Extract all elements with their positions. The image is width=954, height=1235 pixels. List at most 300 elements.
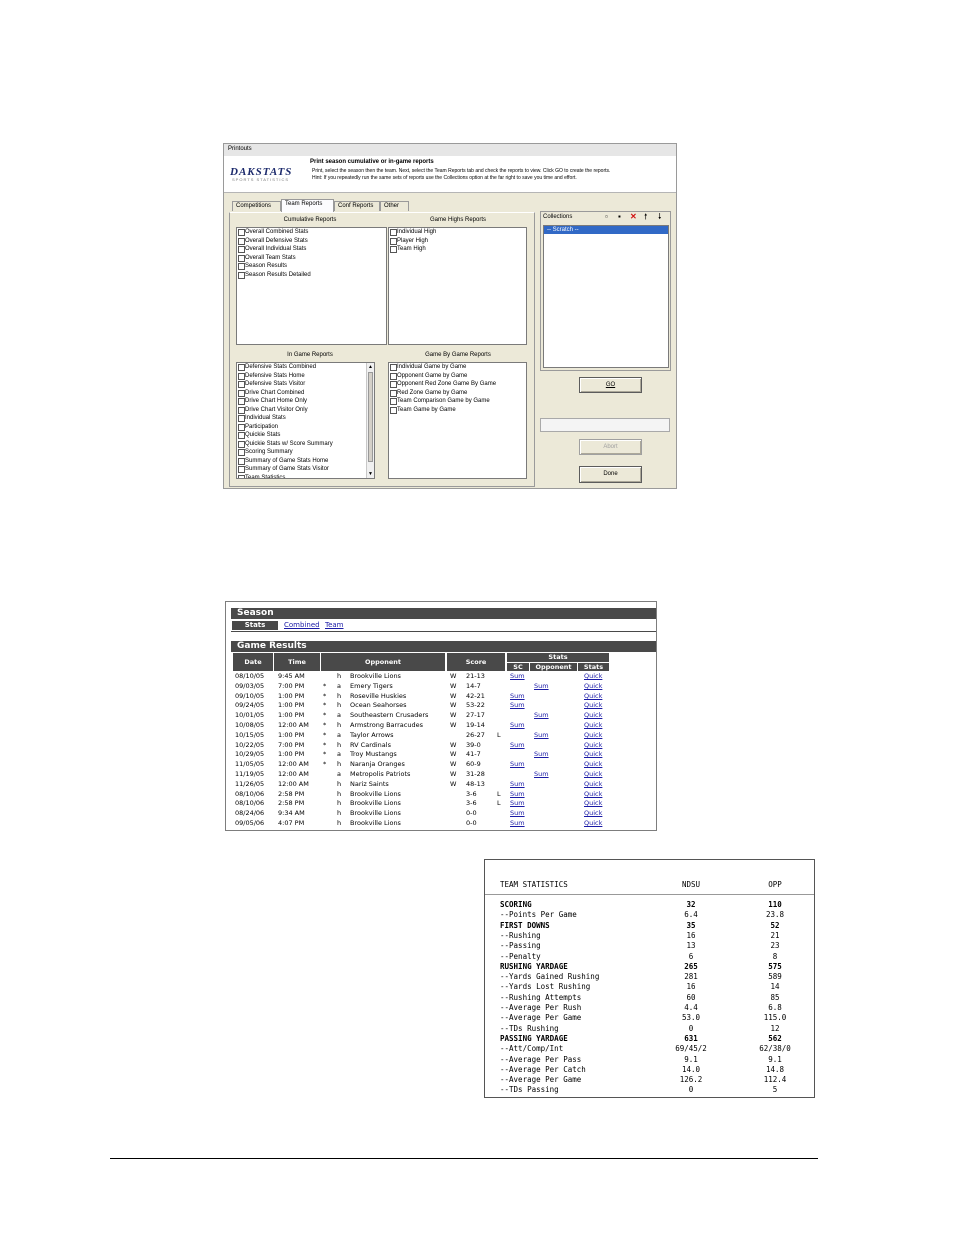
col-score: Score — [447, 653, 505, 671]
stat-ndsu-value: 35 — [686, 920, 696, 930]
progress-bar — [540, 418, 670, 432]
opponent-sum-link[interactable]: Sum — [534, 681, 549, 690]
game-time: 12:00 AM — [278, 779, 309, 788]
stat-label: SCORING — [500, 900, 532, 909]
game-score: 14-7 — [466, 681, 481, 690]
team-stat-row — [485, 910, 814, 920]
team-stat-row — [485, 993, 814, 1003]
team-stats-title: TEAM STATISTICS — [500, 880, 568, 889]
home-away: h — [337, 740, 342, 749]
stat-ndsu-value: 14.0 — [681, 1064, 701, 1074]
stat-label: --Penalty — [500, 951, 541, 961]
conference-mark: * — [323, 740, 327, 749]
home-away: h — [337, 721, 342, 729]
opponent-name: Metropolis Patriots — [350, 770, 411, 778]
team-stat-row — [485, 952, 814, 962]
sc-sum-link[interactable]: Sum — [510, 721, 525, 729]
collections-list[interactable] — [543, 225, 669, 368]
team-stat-row — [485, 900, 814, 910]
win-loss: W — [450, 740, 457, 749]
home-away: a — [337, 711, 341, 720]
stat-opp-value: 6.8 — [768, 1003, 782, 1012]
report-checkbox[interactable]: Overall Individual Stats — [237, 245, 386, 254]
game-time: 9:34 AM — [278, 809, 305, 818]
stat-opp-value: 562 — [768, 1033, 782, 1043]
stats-tab: Stats — [232, 621, 278, 630]
loss-mark: L — [497, 730, 501, 739]
game-score: 0-0 — [466, 809, 477, 818]
collections-label: Collections — [543, 214, 573, 220]
opponent-name: Brookville Lions — [350, 819, 401, 827]
stat-label: --Rushing — [500, 930, 541, 940]
tab-other[interactable]: Other — [380, 201, 409, 211]
game-date: 10/15/05 — [235, 730, 265, 739]
team-stat-row — [485, 941, 814, 951]
stat-opp-value: 23.8 — [765, 910, 785, 920]
team-reports-panel — [229, 212, 535, 487]
win-loss: W — [450, 779, 457, 788]
game-time: 1:00 PM — [278, 691, 305, 700]
game-highs-list[interactable] — [388, 227, 527, 345]
team-stat-row — [485, 962, 814, 972]
report-checkbox[interactable]: Team Comparison Game by Game — [389, 397, 526, 406]
quick-link[interactable]: Quick — [584, 789, 603, 798]
game-score: 0-0 — [466, 819, 477, 827]
report-checkbox[interactable]: Summary of Game Stats Home — [237, 457, 374, 466]
save-icon[interactable]: ▪ — [618, 212, 621, 221]
home-away: h — [337, 672, 342, 680]
dialog-heading: Print season cumulative or in-game reports — [310, 159, 434, 165]
opponent-name: Brookville Lions — [350, 799, 401, 808]
game-date: 09/24/05 — [235, 701, 265, 710]
win-loss: W — [450, 750, 457, 759]
stat-opp-value: 12 — [770, 1023, 780, 1033]
scroll-up-icon[interactable]: ▲ — [368, 364, 373, 370]
report-checkbox[interactable]: Quickie Stats w/ Score Summary — [237, 440, 374, 449]
team-col-opp: OPP — [768, 880, 782, 889]
game-date: 10/22/05 — [235, 740, 265, 749]
season-results-page — [225, 601, 657, 831]
hint-line: Hint: If you repeatedly run the same sets of reports use the Collections option at the far right to save you time and effort. — [312, 175, 577, 181]
home-away: a — [337, 750, 341, 759]
game-time: 1:00 PM — [278, 711, 305, 720]
win-loss: W — [450, 721, 457, 729]
sc-sum-link[interactable]: Sum — [510, 701, 525, 710]
team-statistics-report — [484, 859, 815, 1098]
stat-ndsu-value: 69/45/2 — [675, 1044, 707, 1054]
stat-label: --TDs Passing — [500, 1085, 559, 1095]
report-checkbox[interactable]: Overall Defensive Stats — [237, 237, 386, 246]
sc-sum-link[interactable]: Sum — [510, 672, 525, 680]
win-loss: W — [450, 681, 457, 690]
stat-opp-value: 23 — [770, 941, 780, 951]
stat-opp-value: 14.8 — [765, 1064, 785, 1074]
opponent-sum-link[interactable]: Sum — [534, 711, 549, 720]
report-checkbox[interactable]: Overall Team Stats — [237, 254, 386, 263]
stat-ndsu-value: 60 — [686, 992, 696, 1002]
opponent-name: Southeastern Crusaders — [350, 711, 429, 720]
move-up-icon[interactable]: 🠕 — [644, 212, 648, 221]
stat-ndsu-value: 16 — [686, 930, 696, 940]
stat-label: --Att/Comp/Int — [500, 1044, 564, 1054]
quick-link[interactable]: Quick — [584, 701, 603, 710]
home-away: h — [337, 819, 342, 827]
game-score: 31-28 — [466, 770, 485, 778]
game-time: 12:00 AM — [278, 760, 309, 769]
gbg-reports-list[interactable] — [388, 362, 527, 479]
report-checkbox[interactable]: Individual Game by Game — [389, 363, 526, 372]
collections-group — [540, 211, 671, 371]
stat-opp-value: 575 — [768, 961, 782, 971]
report-checkbox[interactable]: Overall Combined Stats — [237, 228, 386, 237]
scroll-down-icon[interactable]: ▼ — [368, 471, 373, 477]
game-score: 41-7 — [466, 750, 481, 759]
opponent-name: Nariz Saints — [350, 779, 389, 788]
tab-conf-reports[interactable]: Conf Reports — [334, 201, 380, 211]
dialog-title: Printouts — [228, 146, 252, 152]
conference-mark: * — [323, 760, 327, 769]
home-away: h — [337, 760, 342, 769]
report-checkbox[interactable]: Defensive Stats Visitor — [237, 380, 374, 389]
conference-mark: * — [323, 711, 327, 720]
team-stats-header — [485, 880, 814, 890]
opponent-sum-link[interactable]: Sum — [534, 730, 549, 739]
in-game-reports-title: In Game Reports — [287, 352, 333, 358]
report-checkbox[interactable]: Individual High — [389, 228, 526, 237]
stat-label: --Yards Lost Rushing — [500, 982, 591, 992]
loss-mark: L — [497, 789, 501, 798]
game-score: 42-21 — [466, 691, 485, 700]
gbg-reports-title: Game By Game Reports — [425, 352, 491, 358]
report-checkbox[interactable]: Scoring Summary — [237, 448, 374, 457]
report-checkbox[interactable]: Drive Chart Combined — [237, 389, 374, 398]
stat-label: --Points Per Game — [500, 910, 577, 920]
opponent-name: Ocean Seahorses — [350, 701, 407, 710]
stat-ndsu-value: 6.4 — [684, 910, 698, 920]
opponent-sum-link[interactable]: Sum — [534, 750, 549, 759]
stat-opp-value: 5 — [772, 1085, 778, 1095]
stat-opp-value: 110 — [768, 900, 782, 909]
home-away: a — [337, 730, 341, 739]
conference-mark: * — [323, 750, 327, 759]
logo-text: DAKSTATS — [230, 166, 293, 178]
tab-competitions[interactable]: Competitions — [232, 201, 281, 211]
stat-opp-value: 62/38/0 — [759, 1044, 791, 1054]
stat-label: --Average Per Pass — [500, 1054, 582, 1064]
in-game-scrollbar[interactable] — [366, 363, 374, 478]
game-time: 1:00 PM — [278, 701, 305, 710]
opponent-name: Armstrong Barracudes — [350, 721, 423, 729]
report-checkbox[interactable]: Opponent Game by Game — [389, 372, 526, 381]
quick-link[interactable]: Quick — [584, 750, 603, 759]
conference-mark: * — [323, 681, 327, 690]
team-stat-row — [485, 982, 814, 992]
stat-ndsu-value: 13 — [686, 941, 696, 951]
game-date: 08/24/06 — [235, 809, 265, 818]
opponent-name: Brookville Lions — [350, 789, 401, 798]
game-date: 09/10/05 — [235, 691, 265, 700]
game-date: 11/26/05 — [235, 779, 265, 788]
team-link[interactable]: Team — [325, 621, 344, 629]
opponent-name: Brookville Lions — [350, 672, 401, 680]
quick-link[interactable]: Quick — [584, 799, 603, 808]
stat-ndsu-value: 6 — [688, 951, 694, 961]
stat-opp-value: 112.4 — [763, 1075, 787, 1085]
team-stat-row — [485, 1003, 814, 1013]
opponent-name: RV Cardinals — [350, 740, 391, 749]
in-game-reports-list[interactable] — [236, 362, 375, 479]
game-date: 08/10/05 — [235, 672, 265, 680]
stat-ndsu-value: 265 — [684, 961, 698, 971]
opponent-name: Emery Tigers — [350, 681, 393, 690]
sc-sum-link[interactable]: Sum — [510, 740, 525, 749]
report-checkbox[interactable]: Season Results Detailed — [237, 271, 386, 280]
game-time: 1:00 PM — [278, 730, 305, 739]
quick-link[interactable]: Quick — [584, 770, 603, 778]
game-date: 10/01/05 — [235, 711, 265, 720]
home-away: h — [337, 779, 342, 788]
sc-sum-link[interactable]: Sum — [510, 789, 525, 798]
home-away: a — [337, 681, 341, 690]
opponent-name: Naranja Oranges — [350, 760, 405, 769]
col-opponent: Opponent — [321, 653, 445, 671]
win-loss: W — [450, 760, 457, 769]
game-time: 12:00 AM — [278, 721, 309, 729]
delete-icon[interactable]: ✕ — [630, 212, 637, 221]
team-stat-row — [485, 1075, 814, 1085]
col-date: Date — [233, 653, 273, 671]
report-checkbox[interactable]: Individual Stats — [237, 414, 374, 423]
stat-label: --Average Per Game — [500, 1013, 582, 1023]
game-score: 60-9 — [466, 760, 481, 769]
stat-opp-value: 52 — [770, 920, 780, 930]
cumulative-reports-list[interactable] — [236, 227, 387, 345]
team-stat-row — [485, 1013, 814, 1023]
team-stat-row — [485, 972, 814, 982]
stat-label: --Passing — [500, 941, 541, 951]
game-time: 4:07 PM — [278, 819, 305, 827]
cumulative-reports-title: Cumulative Reports — [283, 217, 337, 223]
stat-ndsu-value: 0 — [688, 1023, 694, 1033]
quick-link[interactable]: Quick — [584, 760, 603, 769]
team-col-ndsu: NDSU — [681, 880, 701, 889]
stat-ndsu-value: 4.4 — [684, 1003, 698, 1012]
stat-opp-value: 115.0 — [763, 1013, 787, 1023]
opponent-name: Roseville Huskies — [350, 691, 407, 700]
stat-label: --TDs Rushing — [500, 1023, 559, 1033]
scroll-thumb[interactable] — [368, 372, 373, 462]
home-away: h — [337, 809, 342, 818]
home-away: h — [337, 799, 342, 808]
quick-link[interactable]: Quick — [584, 819, 603, 827]
collection-item-scratch[interactable]: -- Scratch -- — [544, 226, 668, 234]
team-stat-row — [485, 1044, 814, 1054]
report-checkbox[interactable]: Defensive Stats Combined — [237, 363, 374, 372]
conference-mark: * — [323, 691, 327, 700]
game-time: 1:00 PM — [278, 750, 305, 759]
stat-label: PASSING YARDAGE — [500, 1033, 568, 1043]
divider — [231, 631, 656, 632]
stat-label: FIRST DOWNS — [500, 920, 550, 930]
team-stats-divider — [485, 894, 814, 895]
report-checkbox[interactable]: Red Zone Game by Game — [389, 389, 526, 398]
quick-link[interactable]: Quick — [584, 730, 603, 739]
win-loss: W — [450, 711, 457, 720]
move-down-icon[interactable]: 🠗 — [658, 212, 662, 221]
done-button[interactable]: Done — [579, 466, 642, 483]
dialog-header — [224, 156, 676, 193]
col-opponent-stats: Opponent — [530, 663, 577, 671]
stat-opp-value: 21 — [770, 930, 780, 940]
game-time: 7:00 PM — [278, 681, 305, 690]
stat-label: --Yards Gained Rushing — [500, 972, 600, 982]
report-checkbox[interactable]: Team High — [389, 245, 526, 254]
game-results-bar: Game Results — [231, 641, 656, 652]
sc-sum-link[interactable]: Sum — [510, 799, 525, 808]
report-checkbox[interactable]: Season Results — [237, 262, 386, 271]
sc-sum-link[interactable]: Sum — [510, 760, 525, 769]
stat-label: RUSHING YARDAGE — [500, 961, 568, 971]
home-away: h — [337, 701, 342, 710]
conference-mark: * — [323, 701, 327, 710]
home-away: h — [337, 691, 342, 700]
instruction-line: Print, select the season then the team. Next, select the Team Reports tab and check the reports to view. Click GO to create the reports. — [312, 168, 611, 174]
new-collection-icon[interactable]: ▫ — [605, 212, 608, 221]
conference-mark: * — [323, 721, 327, 729]
stat-opp-value: 85 — [770, 992, 780, 1002]
report-checkbox[interactable]: Defensive Stats Home — [237, 372, 374, 381]
go-button[interactable]: GO — [579, 377, 642, 393]
quick-link[interactable]: Quick — [584, 672, 603, 680]
home-away: a — [337, 770, 341, 778]
team-stat-row — [485, 1085, 814, 1095]
game-time: 12:00 AM — [278, 770, 309, 778]
team-stat-row — [485, 921, 814, 931]
sc-sum-link[interactable]: Sum — [510, 779, 525, 788]
report-checkbox[interactable]: Drive Chart Visitor Only — [237, 406, 374, 415]
sc-sum-link[interactable]: Sum — [510, 809, 525, 818]
report-checkbox[interactable]: Participation — [237, 423, 374, 432]
opponent-name: Brookville Lions — [350, 809, 401, 818]
logo-subtext: SPORTS STATISTICS — [232, 177, 290, 182]
game-date: 10/08/05 — [235, 721, 265, 729]
quick-link[interactable]: Quick — [584, 681, 603, 690]
game-date: 09/03/05 — [235, 681, 265, 690]
combined-link[interactable]: Combined — [284, 621, 320, 629]
game-score: 26-27 — [466, 730, 485, 739]
report-checkbox[interactable]: Player High — [389, 237, 526, 246]
win-loss: W — [450, 691, 457, 700]
game-score: 39-0 — [466, 740, 481, 749]
sc-sum-link[interactable]: Sum — [510, 819, 525, 827]
col-stats: Stats — [507, 653, 609, 662]
dakstats-logo — [230, 166, 300, 182]
stat-ndsu-value: 631 — [684, 1033, 698, 1043]
stat-ndsu-value: 32 — [686, 900, 696, 909]
col-time: Time — [274, 653, 320, 671]
game-time: 7:00 PM — [278, 740, 305, 749]
report-checkbox[interactable]: Drive Chart Home Only — [237, 397, 374, 406]
game-date: 10/29/05 — [235, 750, 265, 759]
stat-label: --Average Per Rush — [500, 1003, 582, 1012]
team-stat-row — [485, 1034, 814, 1044]
game-score: 3-6 — [466, 799, 477, 808]
stat-ndsu-value: 126.2 — [679, 1075, 703, 1085]
printouts-dialog — [223, 143, 677, 489]
game-date: 08/10/06 — [235, 789, 265, 798]
opponent-sum-link[interactable]: Sum — [534, 770, 549, 778]
loss-mark: L — [497, 799, 501, 808]
stat-opp-value: 8 — [772, 951, 778, 961]
game-date: 08/10/06 — [235, 799, 265, 808]
report-checkbox[interactable]: Team Game by Game — [389, 406, 526, 415]
game-score: 19-14 — [466, 721, 485, 729]
stat-ndsu-value: 281 — [684, 972, 698, 982]
report-checkbox[interactable]: Summary of Game Stats Visitor — [237, 465, 374, 474]
conference-mark: * — [323, 730, 327, 739]
stat-ndsu-value: 16 — [686, 982, 696, 992]
stat-ndsu-value: 9.1 — [684, 1054, 698, 1064]
opponent-name: Taylor Arrows — [350, 730, 394, 739]
team-stat-row — [485, 1024, 814, 1034]
col-stats-quick: Stats — [578, 663, 609, 671]
game-score: 21-13 — [466, 672, 485, 680]
report-checkbox[interactable]: Opponent Red Zone Game By Game — [389, 380, 526, 389]
stat-label: --Rushing Attempts — [500, 992, 582, 1002]
home-away: h — [337, 789, 342, 798]
abort-button[interactable]: Abort — [579, 439, 642, 455]
game-score: 3-6 — [466, 789, 477, 798]
game-date: 11/19/05 — [235, 770, 265, 778]
quick-link[interactable]: Quick — [584, 691, 603, 700]
stat-opp-value: 14 — [770, 982, 780, 992]
game-date: 11/05/05 — [235, 760, 265, 769]
quick-link[interactable]: Quick — [584, 711, 603, 720]
stat-ndsu-value: 53.0 — [681, 1013, 701, 1023]
game-highs-title: Game Highs Reports — [429, 217, 487, 223]
win-loss: W — [450, 770, 457, 778]
stat-ndsu-value: 0 — [688, 1085, 694, 1095]
game-time: 2:58 PM — [278, 799, 305, 808]
game-score: 27-17 — [466, 711, 485, 720]
col-sc: SC — [507, 663, 529, 671]
quick-link[interactable]: Quick — [584, 809, 603, 818]
season-title-bar: Season — [231, 608, 656, 619]
page-footer-rule — [110, 1158, 818, 1159]
team-stat-row — [485, 1055, 814, 1065]
opponent-name: Troy Mustangs — [350, 750, 397, 759]
sc-sum-link[interactable]: Sum — [510, 691, 525, 700]
quick-link[interactable]: Quick — [584, 740, 603, 749]
stat-opp-value: 9.1 — [768, 1054, 782, 1064]
team-stat-row — [485, 931, 814, 941]
report-checkbox[interactable]: Quickie Stats — [237, 431, 374, 440]
game-score: 53-22 — [466, 701, 485, 710]
stat-opp-value: 589 — [768, 972, 782, 982]
stat-label: --Average Per Game — [500, 1075, 582, 1085]
win-loss: W — [450, 701, 457, 710]
game-score: 48-13 — [466, 779, 485, 788]
quick-link[interactable]: Quick — [584, 721, 603, 729]
game-time: 9:45 AM — [278, 672, 305, 680]
game-time: 2:58 PM — [278, 789, 305, 798]
tab-team-reports[interactable]: Team Reports — [281, 199, 334, 212]
team-stat-row — [485, 1065, 814, 1075]
report-checkbox[interactable]: Team Statistics — [237, 474, 374, 480]
stat-label: --Average Per Catch — [500, 1064, 586, 1074]
game-date: 09/05/06 — [235, 819, 265, 827]
quick-link[interactable]: Quick — [584, 779, 603, 788]
